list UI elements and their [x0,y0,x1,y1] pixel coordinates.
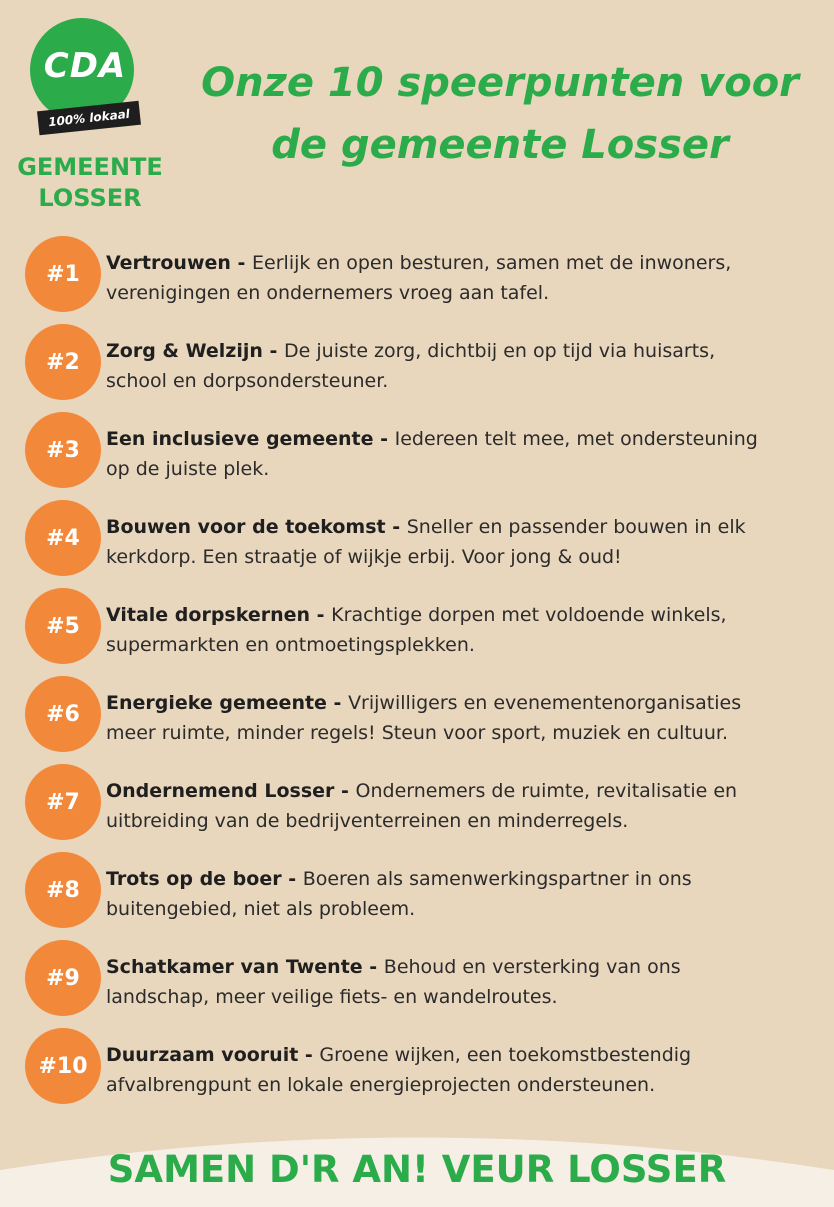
priority-item [0,852,834,940]
priority-item [0,588,834,676]
priority-item [0,1028,834,1116]
priority-description-line2: buitengebied, niet als probleem. [106,898,416,920]
priority-text [106,776,824,836]
logo-municipality-line2: LOSSER [38,184,142,213]
logo-municipality [0,152,180,214]
priority-text [106,512,824,572]
title-line2: de gemeente Losser [271,122,729,168]
priority-description-line2: school en dorpsondersteuner. [106,370,389,392]
priority-description-line1: Vrijwilligers en evenementenorganisaties [348,692,742,714]
priority-description-line1: Ondernemers de ruimte, revitalisatie en [355,780,738,802]
cda-logo [17,18,163,218]
priority-heading: Vitale dorpskernen - [106,604,332,626]
priority-number-badge: #6 [25,676,101,752]
priority-description-line2: meer ruimte, minder regels! Steun voor sport, muziek en cultuur. [106,722,728,744]
priority-text [106,336,824,396]
priority-text [106,688,824,748]
priority-text [106,1040,824,1100]
priority-description-line1: Behoud en versterking van ons [383,956,681,978]
priority-heading: Energieke gemeente - [106,692,349,714]
page-title [160,52,834,176]
priority-description-line1: Groene wijken, een toekomstbestendig [319,1044,692,1066]
priority-heading: Zorg & Welzijn - [106,340,285,362]
title-line1: Onze 10 speerpunten voor [201,60,799,106]
priority-item [0,500,834,588]
priority-number-badge: #4 [25,500,101,576]
priority-heading: Trots op de boer - [106,868,303,890]
priority-description-line1: Krachtige dorpen met voldoende winkels, [331,604,727,626]
priority-text [106,248,824,308]
priority-item [0,676,834,764]
priority-description-line2: landschap, meer veilige fiets- en wandelroutes. [106,986,558,1008]
logo-municipality-line1: GEMEENTE [17,153,163,181]
priority-description-line2: afvalbrengpunt en lokale energieprojecten ondersteunen. [106,1074,656,1096]
priority-description-line1: Sneller en passender bouwen in elk [406,516,746,538]
footer-slogan: SAMEN D'R AN! VEUR LOSSER [107,1148,727,1191]
priority-number-badge: #9 [25,940,101,1016]
priority-number-badge: #1 [25,236,101,312]
priority-text [106,864,824,924]
priority-text [106,424,824,484]
priority-number-badge: #5 [25,588,101,664]
priority-heading: Een inclusieve gemeente - [106,428,395,450]
priority-item [0,940,834,1028]
priority-number-badge: #10 [25,1028,101,1104]
priority-number-badge: #7 [25,764,101,840]
priority-description-line2: op de juiste plek. [106,458,270,480]
priority-heading: Duurzaam vooruit - [106,1044,320,1066]
priority-number-badge: #3 [25,412,101,488]
priority-item [0,324,834,412]
priority-description-line2: supermarkten en ontmoetingsplekken. [106,634,475,656]
priority-text [106,952,824,1012]
priority-description-line1: Iedereen telt mee, met ondersteuning [394,428,758,450]
logo-brand: CDA [43,46,127,86]
priority-heading: Bouwen voor de toekomst - [106,516,407,538]
priority-heading: Ondernemend Losser - [106,780,356,802]
priority-description-line1: De juiste zorg, dichtbij en op tijd via huisarts, [284,340,716,362]
priority-description-line1: Eerlijk en open besturen, samen met de inwoners, [252,252,732,274]
logo-tagline: 100% lokaal [37,101,141,136]
priority-heading: Vertrouwen - [106,252,253,274]
priority-heading: Schatkamer van Twente - [106,956,384,978]
priority-description-line2: kerkdorp. Een straatje of wijkje erbij. Voor jong & oud! [106,546,622,568]
priority-text [106,600,824,660]
priority-description-line2: uitbreiding van de bedrijventerreinen en minderregels. [106,810,629,832]
priority-item [0,412,834,500]
priority-number-badge: #8 [25,852,101,928]
priority-description-line2: verenigingen en ondernemers vroeg aan tafel. [106,282,550,304]
priority-item [0,236,834,324]
priority-item [0,764,834,852]
priority-number-badge: #2 [25,324,101,400]
priority-description-line1: Boeren als samenwerkingspartner in ons [302,868,692,890]
